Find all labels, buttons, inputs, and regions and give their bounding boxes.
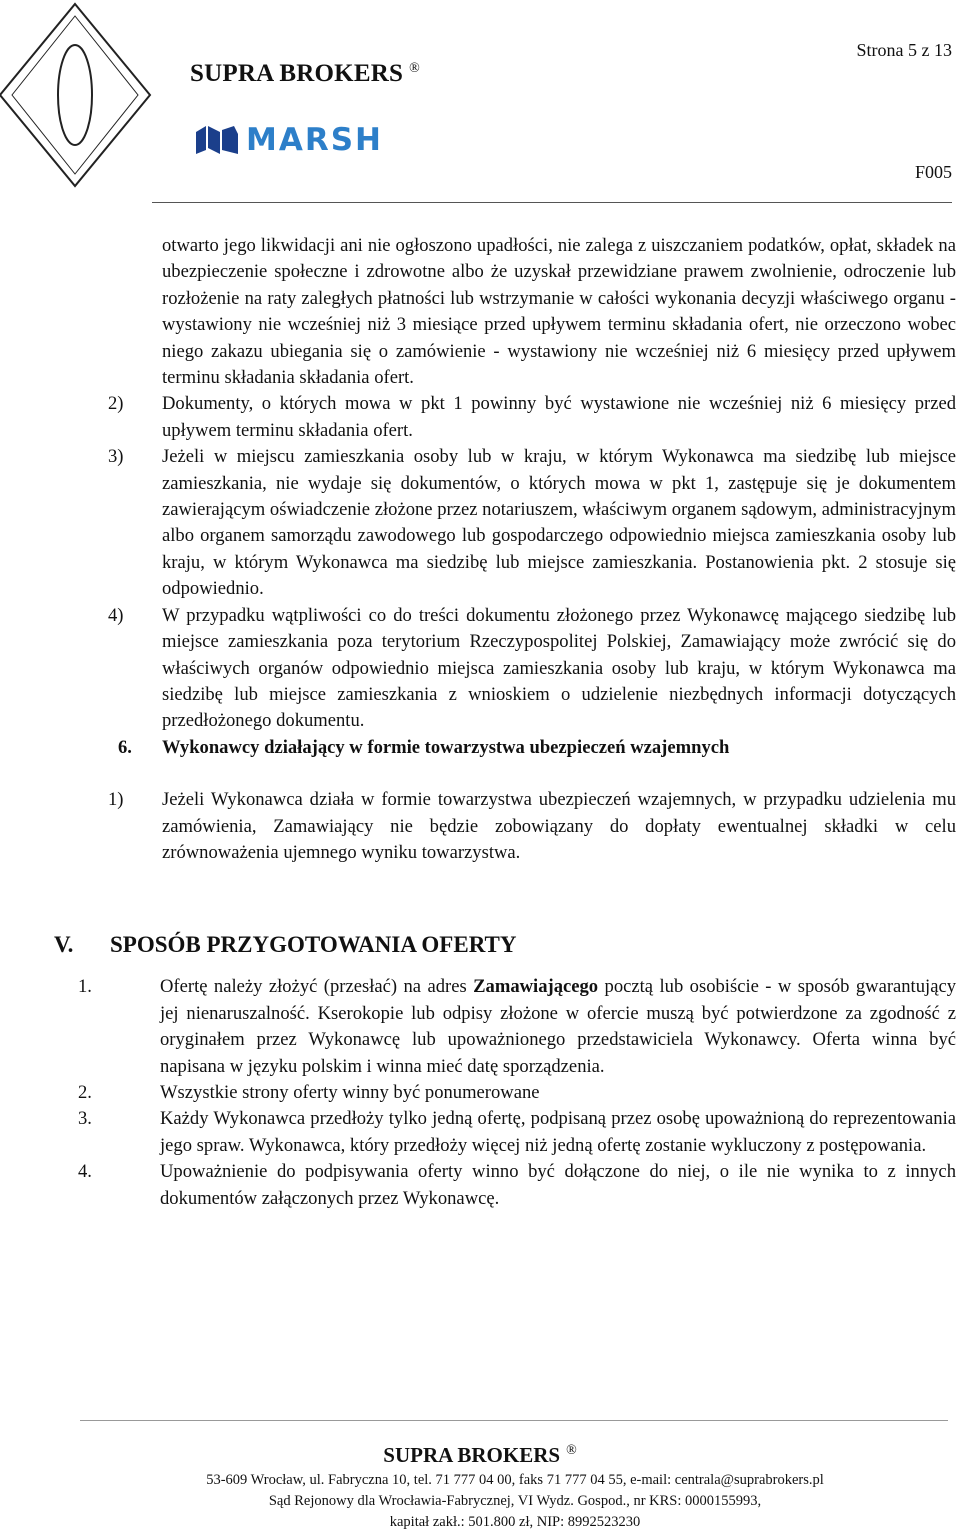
list-item: 1. Ofertę należy złożyć (przesłać) na adres Zamawiającego pocztą lub osobiście - w sposób gwarantujący jej nienaruszalność. Kserokopie lub odpisy złożone w ofercie muszą być potwierdzone za zgodność z oryginałem przez Wykonawcę lub upoważnionego przedstawiciela Wykonawcy. Oferta winna być napisana w języku polskim i winna mieć datę sporządzenia. <box>78 976 956 1077</box>
marsh-logo <box>196 120 383 160</box>
list-item: 3. Każdy Wykonawca przedłoży tylko jedną ofertę, podpisaną przez osobę upoważnioną do reprezentowania jego spraw. Wykonawca, który przedłoży więcej niż jedną ofertę zostanie wykluczony z postępowania. <box>78 1108 956 1156</box>
list-item: 3) Jeżeli w miejscu zamieszkania osoby lub w kraju, w którym Wykonawca ma siedzibę lub miejsce zamieszkania, nie wydaje się dokumentów, o których mowa w pkt 1, zastępuje się je dokumentem zawierającym oświadczenie złożone przez notariuszem, właściwym organem sądowym, administracyjnym albo organem samorządu zawodowego lub gospodarczego odpowiednio miejsca zamieszkania osoby lub kraju, w którym Wykonawca ma siedzibę lub miejsce zamieszkania. Postanowienia pkt. 2 stosuje się odpowiednio. <box>108 446 956 600</box>
document-body <box>54 233 956 1212</box>
page-number: Strona 5 z 13 <box>856 40 952 60</box>
footer-capital-nip: kapitał zakł.: 501.800 zł, NIP: 8992523230 <box>389 1514 641 1530</box>
bold-term: Zamawiającego <box>473 976 599 998</box>
continued-paragraph: otwarto jego likwidacji ani nie ogłoszono upadłości, nie zalega z uiszczaniem podatków, opłat, składek na ubezpieczenie społeczne i zdrowotne albo że uzyskał przewidziane prawem zwolnienie, odroczenie lub rozłożenie na raty zaległych płatności lub wstrzymanie w całości wykonania decyzji właściwego organu - wystawiony nie wcześniej niż 3 miesiące przed upływem terminu składania ofert, nie orzeczono wobec niego zakazu ubiegania się o zamówienie - wystawiony nie wcześniej niż 6 miesięcy przed upływem terminu składania składania ofert. <box>162 235 956 389</box>
registered-mark: ® <box>409 60 420 76</box>
list-item: 4) W przypadku wątpliwości co do treści dokumentu złożonego przez Wykonawcę mającego siedzibę lub miejsce zamieszkania poza terytorium Rzeczypospolitej Polskiej, Zamawiający może zwrócić się do właściwych organów odpowiednio miejsca zamieszkania osoby lub kraju, w którym Wykonawca ma siedzibę lub miejsce zamieszkania z wnioskiem o udzielenie niezbędnych informacji dotyczących przedłożonego dokumentu. <box>108 604 956 732</box>
header-divider <box>152 202 952 203</box>
marsh-logo-icon <box>196 124 238 156</box>
page-footer <box>0 1436 960 1533</box>
form-code: F005 <box>914 162 952 182</box>
list-item: 2. Wszystkie strony oferty winny być ponumerowane <box>78 1081 540 1103</box>
header-brand: SUPRA BROKERS ® <box>190 60 420 87</box>
list-item: 4. Upoważnienie do podpisywania oferty winno być dołączone do niej, o ile nie wynika to z innych dokumentów załączonych przez Wykonawcę. <box>78 1161 956 1209</box>
footer-address: 53-609 Wrocław, ul. Fabryczna 10, tel. 71 777 04 00, faks 71 777 04 55, e-mail: centrala@suprabrokers.pl <box>206 1472 824 1488</box>
footer-court-registry: Sąd Rejonowy dla Wrocławia-Fabrycznej, VI Wydz. Gospod., nr KRS: 0000155993, <box>268 1493 762 1509</box>
registered-mark: ® <box>566 1443 577 1458</box>
footer-divider <box>80 1420 948 1421</box>
section-6-heading: 6. Wykonawcy działający w formie towarzystwa ubezpieczeń wzajemnych <box>118 736 730 758</box>
supra-brokers-logo-icon <box>0 0 170 190</box>
marsh-wordmark: MARSH <box>246 122 383 158</box>
footer-brand: SUPRA BROKERS ® <box>383 1443 577 1467</box>
list-item: 2) Dokumenty, o których mowa w pkt 1 powinny być wystawione nie wcześniej niż 6 miesięcy przed upływem terminu składania ofert. <box>108 393 956 441</box>
section-V-heading: V. SPOSÓB PRZYGOTOWANIA OFERTY <box>54 932 517 958</box>
list-item: 1) Jeżeli Wykonawca działa w formie towarzystwa ubezpieczeń wzajemnych, w przypadku udzielenia mu zamówienia, Zamawiający nie będzie zobowiązany do dopłaty ewentualnej składki w celu zrównoważenia ujemnego wyniku towarzystwa. <box>108 789 956 863</box>
